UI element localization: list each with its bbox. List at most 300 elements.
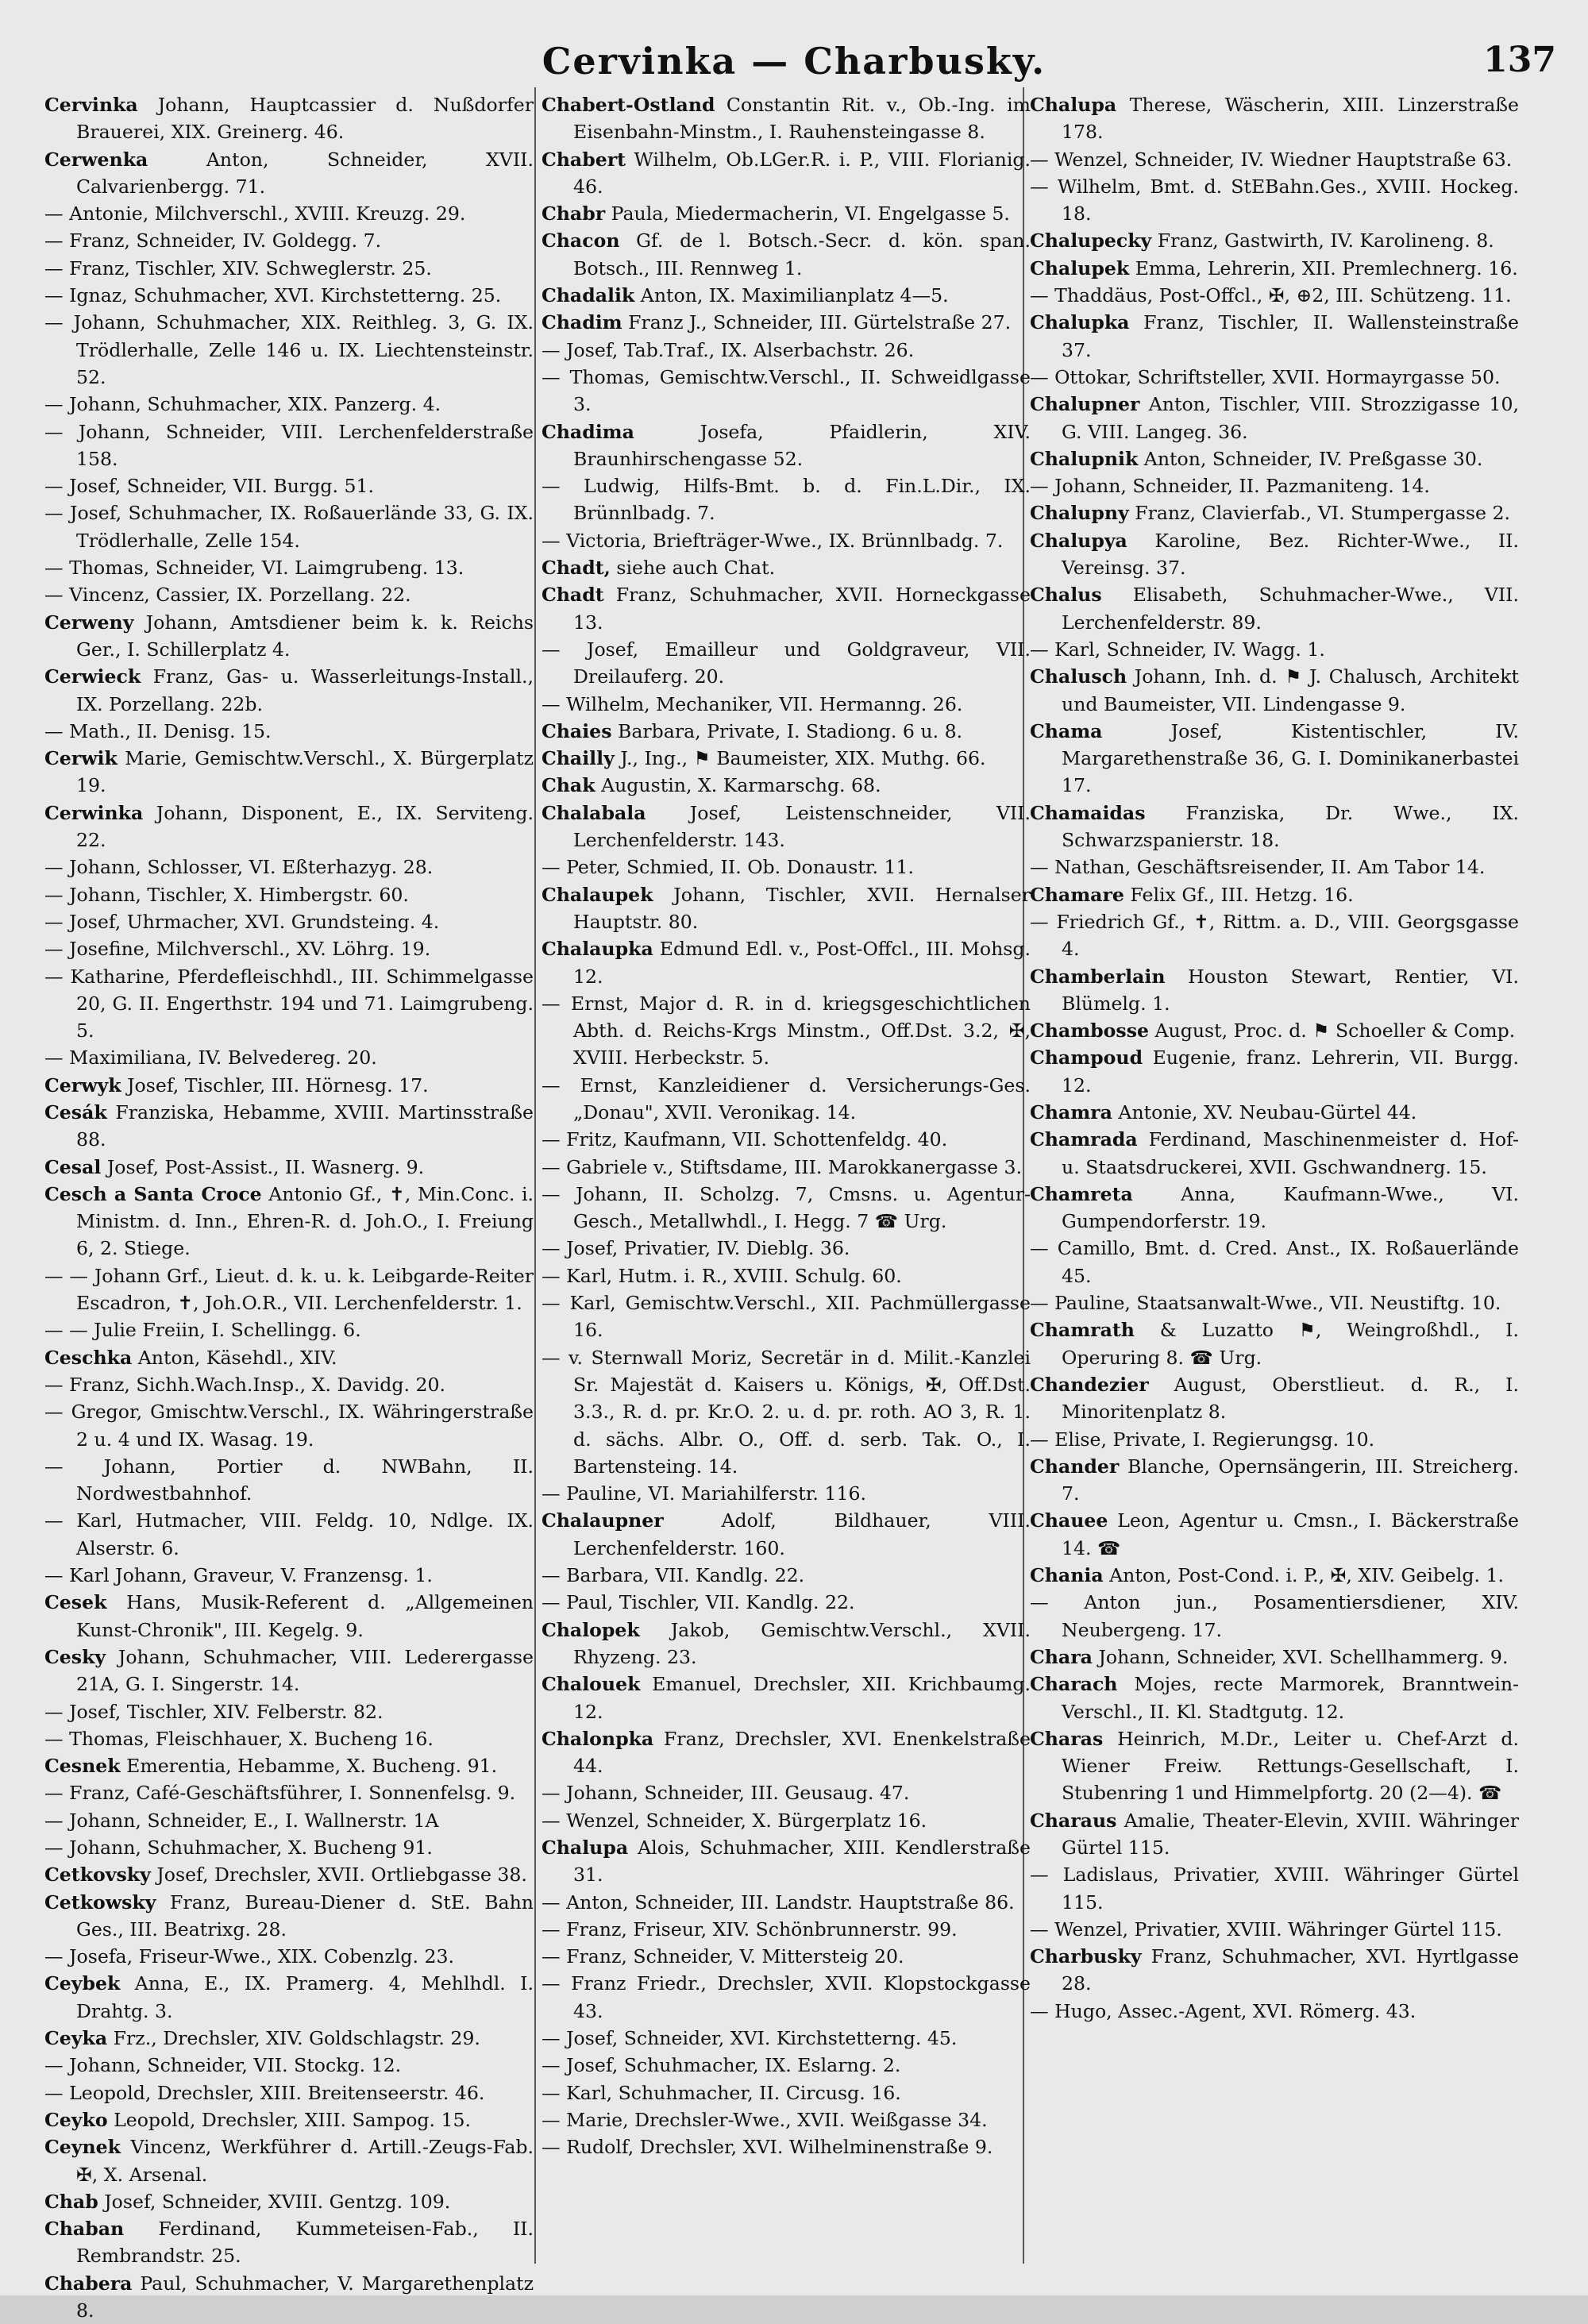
directory-entry (1030, 1807, 1519, 1862)
entry-surname: Chalouek (542, 1673, 641, 1696)
entry-details: — Josef, Tischler, XIV. Felberstr. 82. (44, 1700, 384, 1723)
entry-surname: Chaban (44, 2218, 125, 2241)
entry-surname: Chailly (542, 747, 615, 770)
directory-entry (1030, 1943, 1519, 1998)
directory-sub-entry (542, 2025, 1031, 2052)
entry-details: — Franz, Café-Geschäftsführer, I. Sonnenfelsg. 9. (44, 1782, 516, 1805)
entry-surname: Ceyka (44, 2027, 108, 2050)
entry-surname: Chandezier (1030, 1373, 1149, 1396)
directory-entry (1030, 1126, 1519, 1181)
entry-surname: Chalupner (1030, 393, 1140, 416)
entry-details: Felix Gf., III. Hetzg. 16. (1124, 883, 1354, 906)
entry-details: Augustin, X. Karmarschg. 68. (595, 774, 881, 797)
directory-entry (44, 609, 534, 664)
entry-details: Marie, Gemischtw.Verschl., X. Bürgerplatz 19. (76, 747, 534, 797)
directory-sub-entry (542, 337, 1031, 364)
directory-sub-entry (44, 1834, 534, 1861)
entry-surname: Chadt (542, 584, 604, 607)
directory-entry (1030, 718, 1519, 800)
entry-surname: Chalonpka (542, 1727, 654, 1750)
directory-sub-entry (44, 908, 534, 935)
entry-details: August, Proc. d. ⚑ Schoeller & Comp. (1149, 1019, 1516, 1043)
entry-details: — Pauline, Staatsanwalt-Wwe., VII. Neustiftg. 10. (1030, 1292, 1501, 1315)
entry-surname: Cesal (44, 1155, 102, 1178)
directory-sub-entry (1030, 1235, 1519, 1289)
directory-sub-entry (44, 2079, 534, 2106)
entry-details: Emerentia, Hebamme, X. Bucheng. 91. (120, 1755, 498, 1778)
entry-details: Franz J., Schneider, III. Gürtelstraße 27. (622, 311, 1012, 334)
directory-sub-entry (44, 1453, 534, 1508)
directory-entry (1030, 1725, 1519, 1807)
entry-details: — Josef, Schneider, VII. Burgg. 51. (44, 475, 374, 498)
entry-details: — Josef, Tab.Traf., IX. Alserbachstr. 26. (542, 338, 915, 361)
directory-entry (1030, 1099, 1519, 1126)
entry-details: — Karl, Hutm. i. R., XVIII. Schulg. 60. (542, 1264, 902, 1287)
entry-details: & Luzatto ⚑, Weingroßhdl., I. Operuring 8. ☎ Urg. (1062, 1319, 1519, 1369)
directory-entry (542, 1507, 1031, 1562)
directory-entry (1030, 1453, 1519, 1508)
page-header (32, 32, 1556, 95)
entry-details: Anton, Tischler, VIII. Strozzigasse 10, G. VIII. Langeg. 36. (1062, 393, 1519, 443)
directory-sub-entry (542, 854, 1031, 881)
entry-details: Franz, Gas- u. Wasserleitungs-Install., IX. Porzellang. 22b. (76, 665, 534, 715)
entry-details: August, Oberstlieut. d. R., I. Minoritenplatz 8. (1062, 1373, 1519, 1424)
entry-surname: Chalupa (1030, 94, 1117, 116)
entry-details: Johann, Schneider, XVI. Schellhammerg. 9. (1092, 1645, 1509, 1668)
entry-details: Josef, Kistentischler, IV. Margarethenstraße 36, G. I. Dominikanerbastei 17. (1062, 719, 1519, 797)
directory-entry (1030, 1644, 1519, 1671)
entry-details: Franz, Clavierfab., VI. Stumpergasse 2. (1128, 502, 1510, 525)
entry-details: — Pauline, VI. Mariahilferstr. 116. (542, 1482, 866, 1505)
entry-details: Franz, Schuhmacher, XVI. Hyrtlgasse 28. (1062, 1945, 1519, 1995)
entry-surname: Chalaupek (542, 883, 653, 906)
entry-surname: Chak (542, 774, 596, 797)
entry-details: — Josef, Privatier, IV. Dieblg. 36. (542, 1237, 850, 1260)
entry-details: — Johann, Tischler, X. Himbergstr. 60. (44, 883, 409, 906)
entry-details: Amalie, Theater-Elevin, XVIII. Währinger Gürtel 115. (1062, 1809, 1519, 1859)
directory-entry (542, 1834, 1031, 1889)
directory-sub-entry (44, 1316, 534, 1343)
entry-details: — Josef, Schuhmacher, IX. Roßauerlände 33, G. IX. Trödlerhalle, Zelle 154. (44, 502, 534, 552)
directory-entry (1030, 527, 1519, 582)
entry-details: Franziska, Hebamme, XVIII. Martinsstraße 88. (76, 1100, 534, 1151)
directory-sub-entry (44, 718, 534, 745)
entry-surname: Cetkovsky (44, 1863, 151, 1887)
entry-details: — Johann, Schneider, II. Pazmaniteng. 14. (1030, 475, 1430, 498)
directory-sub-entry (542, 1916, 1031, 1943)
entry-details: Johann, Tischler, XVII. Hernalser Hauptstr. 80. (573, 883, 1031, 933)
entry-details: — Franz Friedr., Drechsler, XVII. Klopstockgasse 43. (542, 1972, 1031, 2022)
entry-details: Emanuel, Drechsler, XII. Krichbaumg. 12. (573, 1673, 1031, 1723)
entry-details: Johann, Disponent, E., IX. Serviteng. 22. (76, 801, 534, 852)
entry-details: — Rudolf, Drechsler, XVI. Wilhelminenstraße 9. (542, 2136, 993, 2159)
directory-entry (542, 146, 1031, 201)
entry-details: — Camillo, Bmt. d. Cred. Anst., IX. Roßauerlände 45. (1030, 1237, 1519, 1287)
entry-surname: Cesch a Santa Croce (44, 1182, 262, 1205)
directory-entry (44, 1154, 534, 1181)
entry-surname: Charbusky (1030, 1945, 1142, 1968)
entry-details: — Karl, Schuhmacher, II. Circusg. 16. (542, 2081, 901, 2104)
directory-entry (1030, 255, 1519, 282)
directory-entry (542, 554, 1031, 581)
entry-details: — Friedrich Gf., ✝, Rittm. a. D., VIII. Georgsgasse 4. (1030, 910, 1519, 961)
entry-details: — Johann, Schuhmacher, X. Bucheng 91. (44, 1836, 433, 1859)
directory-entry (542, 200, 1031, 227)
entry-details: Gf. de l. Botsch.-Secr. d. kön. span. Botsch., III. Rennweg 1. (573, 229, 1031, 279)
directory-entry (542, 418, 1031, 473)
entry-details: Franz, Bureau-Diener d. StE. Bahn Ges., III. Beatrixg. 28. (76, 1890, 534, 1941)
directory-entry (542, 91, 1031, 146)
entry-details: — Karl, Schneider, IV. Wagg. 1. (1030, 638, 1325, 661)
directory-entry (44, 1589, 534, 1644)
entry-details: — Johann, Schuhmacher, XIX. Reithleg. 3, G. IX. Trödlerhalle, Zelle 146 u. IX. Liechtensteinstr. 52. (44, 311, 534, 388)
entry-details: — Gregor, Gmischtw.Verschl., IX. Währingerstraße 2 u. 4 und IX. Wasag. 19. (44, 1401, 534, 1451)
entry-surname: Chadima (542, 420, 634, 443)
entry-details: — Franz, Tischler, XIV. Schweglerstr. 25. (44, 256, 432, 279)
entry-details: — Ernst, Kanzleidiener d. Versicherungs-Ges. „Donau", XVII. Veronikag. 14. (542, 1073, 1031, 1123)
entry-surname: Chalus (1030, 584, 1102, 607)
entry-details: — — Johann Grf., Lieut. d. k. u. k. Leibgarde-Reiter Escadron, ✝, Joh.O.R., VII. Lerchenfelderstr. 1. (44, 1264, 534, 1315)
entry-surname: Chamaidas (1030, 801, 1146, 824)
directory-entry (542, 581, 1031, 636)
entry-surname: Cerweny (44, 611, 134, 634)
directory-sub-entry (542, 1072, 1031, 1127)
directory-sub-entry (44, 1262, 534, 1317)
directory-sub-entry (542, 1943, 1031, 1970)
directory-sub-entry (44, 418, 534, 473)
entry-details: Therese, Wäscherin, XIII. Linzerstraße 178. (1062, 94, 1519, 144)
entry-details: Josef, Leistenschneider, VII. Lerchenfelderstr. 143. (573, 801, 1031, 852)
directory-sub-entry (1030, 908, 1519, 963)
entry-details: — Josef, Schuhmacher, IX. Eslarng. 2. (542, 2054, 901, 2077)
directory-entry (1030, 1316, 1519, 1371)
entry-details: — Johann, II. Scholzg. 7, Cmsns. u. Agentur-Gesch., Metallwhdl., I. Hegg. 7 ☎ Urg. (542, 1182, 1031, 1233)
directory-entry (542, 309, 1031, 336)
directory-sub-entry (542, 472, 1031, 527)
entry-details: — Josef, Schneider, XVI. Kirchstetterng. 45. (542, 2027, 958, 2050)
directory-entry (542, 800, 1031, 854)
entry-details: — Barbara, VII. Kandlg. 22. (542, 1564, 805, 1587)
directory-sub-entry (542, 1235, 1031, 1262)
entry-details: Vincenz, Werkführer d. Artill.-Zeugs-Fab. ✠, X. Arsenal. (76, 2136, 534, 2186)
directory-entry (542, 227, 1031, 282)
directory-sub-entry (1030, 472, 1519, 499)
directory-sub-entry (542, 2133, 1031, 2160)
entry-details: Ferdinand, Maschinenmeister d. Hof- u. Staatsdruckerei, XVII. Gschwandnerg. 15. (1062, 1128, 1519, 1178)
entry-details: — Maximiliana, IV. Belvedereg. 20. (44, 1046, 377, 1070)
entry-surname: Chaies (542, 719, 612, 742)
directory-entry (542, 745, 1031, 772)
entry-details: — Josef, Emailleur und Goldgraveur, VII. Dreilauferg. 20. (542, 638, 1031, 688)
entry-surname: Cervinka (44, 94, 138, 116)
entry-details: — Josef, Uhrmacher, XVI. Grundsteing. 4. (44, 910, 440, 933)
entry-details: — Thaddäus, Post-Offcl., ✠, ⊕2, III. Schützeng. 11. (1030, 284, 1512, 307)
entry-details: — Wilhelm, Mechaniker, VII. Hermanng. 26. (542, 692, 963, 715)
page-title: Cervinka — Charbusky. (542, 40, 1046, 83)
directory-entry (1030, 800, 1519, 854)
entry-details: — Wenzel, Schneider, X. Bürgerplatz 16. (542, 1809, 927, 1832)
directory-sub-entry (1030, 636, 1519, 663)
entry-details: — Anton, Schneider, III. Landstr. Hauptstraße 86. (542, 1890, 1015, 1914)
entry-details: — Karl Johann, Graveur, V. Franzensg. 1. (44, 1564, 433, 1587)
entry-surname: Chalaupner (542, 1509, 664, 1532)
entry-details: Anna, E., IX. Pramerg. 4, Mehlhdl. I. Drahtg. 3. (76, 1972, 534, 2022)
entry-details: Paula, Miedermacherin, VI. Engelgasse 5. (605, 202, 1010, 225)
entry-details: Heinrich, M.Dr., Leiter u. Chef-Arzt d. Wiener Freiw. Rettungs-Gesellschaft, I. Stubenring 1 und Himmelpfortg. 20 (2—4). ☎ (1062, 1727, 1519, 1805)
entry-details: Johann, Amtsdiener beim k. k. Reichs Ger., I. Schillerplatz 4. (76, 611, 534, 661)
directory-sub-entry (542, 1562, 1031, 1589)
directory-entry (44, 1344, 534, 1371)
directory-sub-entry (542, 2052, 1031, 2079)
directory-sub-entry (542, 1779, 1031, 1806)
entry-details: — Johann, Portier d. NWBahn, II. Nordwestbahnhof. (44, 1455, 534, 1505)
entry-surname: Charaus (1030, 1809, 1117, 1832)
directory-entry (1030, 1181, 1519, 1235)
entry-surname: Charas (1030, 1727, 1104, 1750)
entry-surname: Chab (44, 2190, 98, 2213)
entry-details: Josef, Drechsler, XVII. Ortliebgasse 38. (150, 1863, 527, 1887)
directory-sub-entry (542, 1126, 1031, 1153)
directory-entry (44, 663, 534, 718)
entry-surname: Chambosse (1030, 1019, 1149, 1043)
entry-details: Adolf, Bildhauer, VIII. Lerchenfelderstr. 160. (573, 1509, 1031, 1559)
directory-sub-entry (1030, 1589, 1519, 1644)
entry-surname: Chalupka (1030, 311, 1130, 334)
directory-entry (1030, 1371, 1519, 1426)
entry-surname: Chander (1030, 1455, 1120, 1478)
directory-entry (542, 282, 1031, 309)
directory-sub-entry (44, 1371, 534, 1398)
entry-details: — Johann, Schneider, VII. Stockg. 12. (44, 2054, 402, 2077)
entry-details: — Wenzel, Schneider, IV. Wiedner Hauptstraße 63. (1030, 148, 1513, 171)
entry-surname: Ceschka (44, 1346, 133, 1369)
directory-entry (44, 2188, 534, 2215)
entry-details: — Vincenz, Cassier, IX. Porzellang. 22. (44, 584, 411, 607)
entry-details: — Johann, Schneider, E., I. Wallnerstr. 1A (44, 1809, 439, 1832)
directory-sub-entry (44, 1698, 534, 1725)
entry-surname: Chalaupka (542, 938, 653, 961)
directory-sub-entry (44, 1398, 534, 1453)
entry-details: — Franz, Schneider, IV. Goldegg. 7. (44, 229, 382, 252)
entry-surname: Chauee (1030, 1509, 1108, 1532)
entry-surname: Chalopek (542, 1618, 640, 1641)
entry-surname: Ceynek (44, 2136, 121, 2159)
directory-entry (1030, 881, 1519, 908)
entry-details: — Fritz, Kaufmann, VII. Schottenfeldg. 40. (542, 1128, 948, 1151)
directory-sub-entry (44, 1807, 534, 1834)
entry-surname: Chadalik (542, 284, 635, 307)
directory-entry (1030, 1017, 1519, 1044)
entry-surname: Cerwik (44, 747, 118, 770)
directory-sub-entry (44, 391, 534, 418)
entry-surname: Chamreta (1030, 1182, 1133, 1205)
entry-surname: Chara (1030, 1645, 1093, 1668)
directory-sub-entry (542, 2106, 1031, 2133)
entry-details: siehe auch Chat. (610, 557, 776, 580)
directory-sub-entry (542, 990, 1031, 1072)
entry-details: Franz, Tischler, II. Wallensteinstraße 37. (1062, 311, 1519, 361)
directory-entry (44, 2106, 534, 2133)
directory-entry (542, 1725, 1031, 1780)
directory-sub-entry (542, 1589, 1031, 1616)
entry-details: Ferdinand, Kummeteisen-Fab., II. Rembrandstr. 25. (76, 2218, 534, 2268)
entry-details: Emma, Lehrerin, XII. Premlechnerg. 16. (1129, 256, 1518, 279)
directory-entry (44, 745, 534, 800)
directory-entry (1030, 445, 1519, 472)
entry-details: — Anton jun., Posamentiersdiener, XIV. Neubergeng. 17. (1030, 1591, 1519, 1641)
entry-details: Eugenie, franz. Lehrerin, VII. Burgg. 12. (1062, 1046, 1519, 1096)
entry-details: — Wenzel, Privatier, XVIII. Währinger Gürtel 115. (1030, 1917, 1502, 1941)
entry-surname: Ceybek (44, 1972, 121, 1995)
entry-details: — Thomas, Fleischhauer, X. Bucheng 16. (44, 1727, 434, 1750)
entry-details: — Victoria, Briefträger-Wwe., IX. Brünnlbadg. 7. (542, 529, 1004, 552)
entry-surname: Chamberlain (1030, 965, 1166, 988)
directory-sub-entry (542, 636, 1031, 691)
entry-details: Houston Stewart, Rentier, VI. Blümelg. 1. (1062, 965, 1519, 1015)
entry-details: — Antonie, Milchverschl., XVIII. Kreuzg. 29. (44, 202, 466, 225)
directory-entry (44, 1752, 534, 1779)
entry-surname: Chadim (542, 311, 622, 334)
entry-details: Frz., Drechsler, XIV. Goldschlagstr. 29. (107, 2027, 480, 2050)
entry-surname: Chabera (44, 2272, 133, 2295)
directory-entry (1030, 663, 1519, 718)
entry-surname: Champoud (1030, 1046, 1143, 1070)
directory-sub-entry (542, 1889, 1031, 1916)
entry-surname: Ceyko (44, 2108, 108, 2131)
entry-details: — Math., II. Denisg. 15. (44, 719, 272, 742)
entry-details: Leopold, Drechsler, XIII. Sampog. 15. (107, 2108, 472, 2131)
entry-surname: Chabert-Ostland (542, 94, 715, 116)
directory-sub-entry (1030, 146, 1519, 173)
entry-details: Antonio Gf., ✝, Min.Conc. i. Ministm. d. Inn., Ehren-R. d. Joh.O., I. Freiung 6, 2. Stiege. (76, 1182, 534, 1260)
entry-details: — Peter, Schmied, II. Ob. Donaustr. 11. (542, 856, 915, 879)
entry-details: — Karl, Gemischtw.Verschl., XII. Pachmüllergasse 16. (542, 1292, 1031, 1342)
entry-details: — Johann, Schlosser, VI. Eßterhazyg. 28. (44, 856, 434, 879)
directory-sub-entry (1030, 1289, 1519, 1316)
directory-entry (542, 1671, 1031, 1725)
entry-surname: Chamrada (1030, 1128, 1138, 1151)
directory-sub-entry (542, 1807, 1031, 1834)
directory-sub-entry (44, 282, 534, 309)
entry-details: Hans, Musik-Referent d. „Allgemeinen Kunst-Chronik", III. Kegelg. 9. (76, 1591, 534, 1641)
entry-details: Jakob, Gemischtw.Verschl., XVII. Rhyzeng. 23. (573, 1618, 1031, 1668)
entry-surname: Cerwinka (44, 801, 144, 824)
entry-surname: Cesák (44, 1100, 107, 1123)
entry-details: — Ludwig, Hilfs-Bmt. b. d. Fin.L.Dir., IX. Brünnlbadg. 7. (542, 475, 1031, 525)
directory-entry (1030, 227, 1519, 254)
entry-details: Josef, Schneider, XVIII. Gentzg. 109. (98, 2190, 451, 2213)
column-divider (534, 87, 536, 2264)
directory-sub-entry (44, 1044, 534, 1071)
directory-entry (44, 2133, 534, 2188)
directory-sub-entry (44, 1725, 534, 1752)
entry-surname: Chalupya (1030, 529, 1127, 552)
directory-sub-entry (44, 227, 534, 254)
directory-sub-entry (44, 881, 534, 908)
directory-entry (44, 1181, 534, 1262)
entry-surname: Cerwyk (44, 1073, 121, 1096)
entry-details: Alois, Schuhmacher, XIII. Kendlerstraße 31. (573, 1836, 1031, 1887)
entry-details: — Ignaz, Schuhmacher, XVI. Kirchstetterng. 25. (44, 284, 502, 307)
entry-details: — Karl, Hutmacher, VIII. Feldg. 10, Ndlge. IX. Alserstr. 6. (44, 1509, 534, 1559)
column-2 (542, 91, 1031, 2161)
directory-sub-entry (44, 200, 534, 227)
directory-sub-entry (44, 472, 534, 499)
directory-sub-entry (542, 364, 1031, 418)
directory-sub-entry (1030, 1426, 1519, 1453)
directory-entry (44, 146, 534, 201)
entry-details: — Josefine, Milchverschl., XV. Löhrg. 19. (44, 938, 431, 961)
directory-sub-entry (44, 499, 534, 554)
entry-surname: Chalusch (1030, 665, 1127, 688)
entry-details: — — Julie Freiin, I. Schellingg. 6. (44, 1319, 361, 1342)
entry-details: Franz, Schuhmacher, XVII. Horneckgasse 13. (573, 584, 1031, 634)
entry-surname: Chamra (1030, 1100, 1112, 1123)
directory-sub-entry (44, 935, 534, 962)
entry-details: — v. Sternwall Moriz, Secretär in d. Milit.-Kanzlei Sr. Majestät d. Kaisers u. Königs, ✠, Off.Dst. 3.3., R. d. pr. Kr.O. 2. u. d. pr. roth. AO 3, R. 1. d. sächs. Albr. O., Off. d. serb. Tak. O., I. Bartensteing. 14. (542, 1346, 1031, 1478)
directory-entry (1030, 499, 1519, 526)
directory-entry (44, 1970, 534, 2025)
directory-sub-entry (44, 854, 534, 881)
entry-surname: Chamrath (1030, 1319, 1135, 1342)
directory-entry (44, 1644, 534, 1698)
entry-surname: Cesek (44, 1591, 107, 1614)
entry-details: Anton, Post-Cond. i. P., ✠, XIV. Geibelg. 1. (1103, 1564, 1504, 1587)
entry-details: — Johann, Schneider, VIII. Lerchenfelderstraße 158. (44, 420, 534, 470)
column-3 (1030, 91, 1519, 2025)
entry-details: Constantin Rit. v., Ob.-Ing. im Eisenbahn-Minstm., I. Rauhensteingasse 8. (573, 94, 1031, 144)
entry-details: Anton, Schneider, IV. Preßgasse 30. (1138, 447, 1483, 470)
entry-surname: Chabert (542, 148, 626, 171)
directory-sub-entry (542, 1289, 1031, 1344)
directory-entry (44, 1099, 534, 1154)
directory-sub-entry (44, 255, 534, 282)
entry-details: Anton, IX. Maximilianplatz 4—5. (634, 284, 949, 307)
directory-sub-entry (542, 1181, 1031, 1235)
entry-surname: Chamare (1030, 883, 1124, 906)
directory-sub-entry (44, 581, 534, 608)
entry-surname: Chania (1030, 1564, 1104, 1587)
directory-sub-entry (44, 1562, 534, 1589)
entry-surname: Chalupnik (1030, 447, 1139, 470)
entry-details: Anton, Käsehdl., XIV. (132, 1346, 337, 1369)
directory-entry (542, 1617, 1031, 1671)
entry-details: — Leopold, Drechsler, XIII. Breitenseerstr. 46. (44, 2081, 485, 2104)
entry-surname: Cerwieck (44, 665, 141, 688)
directory-entry (44, 1072, 534, 1099)
entry-details: Franziska, Dr. Wwe., IX. Schwarzspanierstr. 18. (1062, 801, 1519, 852)
entry-surname: Chadt, (542, 557, 611, 580)
directory-sub-entry (44, 1779, 534, 1806)
directory-sub-entry (1030, 1861, 1519, 1916)
entry-details: — Katharine, Pferdefleischhdl., III. Schimmelgasse 20, G. II. Engerthstr. 194 und 71. Laimgrubeng. 5. (44, 965, 534, 1043)
directory-entry (44, 2215, 534, 2270)
directory-sub-entry (1030, 1998, 1519, 2025)
entry-surname: Chabr (542, 202, 606, 225)
entry-details: Paul, Schuhmacher, V. Margarethenplatz 8. (76, 2272, 534, 2322)
directory-entry (542, 718, 1031, 745)
entry-details: — Elise, Private, I. Regierungsg. 10. (1030, 1428, 1375, 1451)
entry-details: Edmund Edl. v., Post-Offcl., III. Mohsg. 12. (573, 938, 1031, 988)
entry-surname: Cesnek (44, 1755, 121, 1778)
directory-sub-entry (542, 1344, 1031, 1480)
entry-details: Leon, Agentur u. Cmsn., I. Bäckerstraße 14. ☎ (1062, 1509, 1519, 1559)
entry-details: — Ladislaus, Privatier, XVIII. Währinger Gürtel 115. (1030, 1863, 1519, 1914)
entry-surname: Charach (1030, 1673, 1118, 1696)
entry-details: Elisabeth, Schuhmacher-Wwe., VII. Lerchenfelderstr. 89. (1062, 584, 1519, 634)
entry-surname: Cerwenka (44, 148, 148, 171)
entry-details: — Thomas, Gemischtw.Verschl., II. Schweidlgasse 3. (542, 365, 1031, 416)
